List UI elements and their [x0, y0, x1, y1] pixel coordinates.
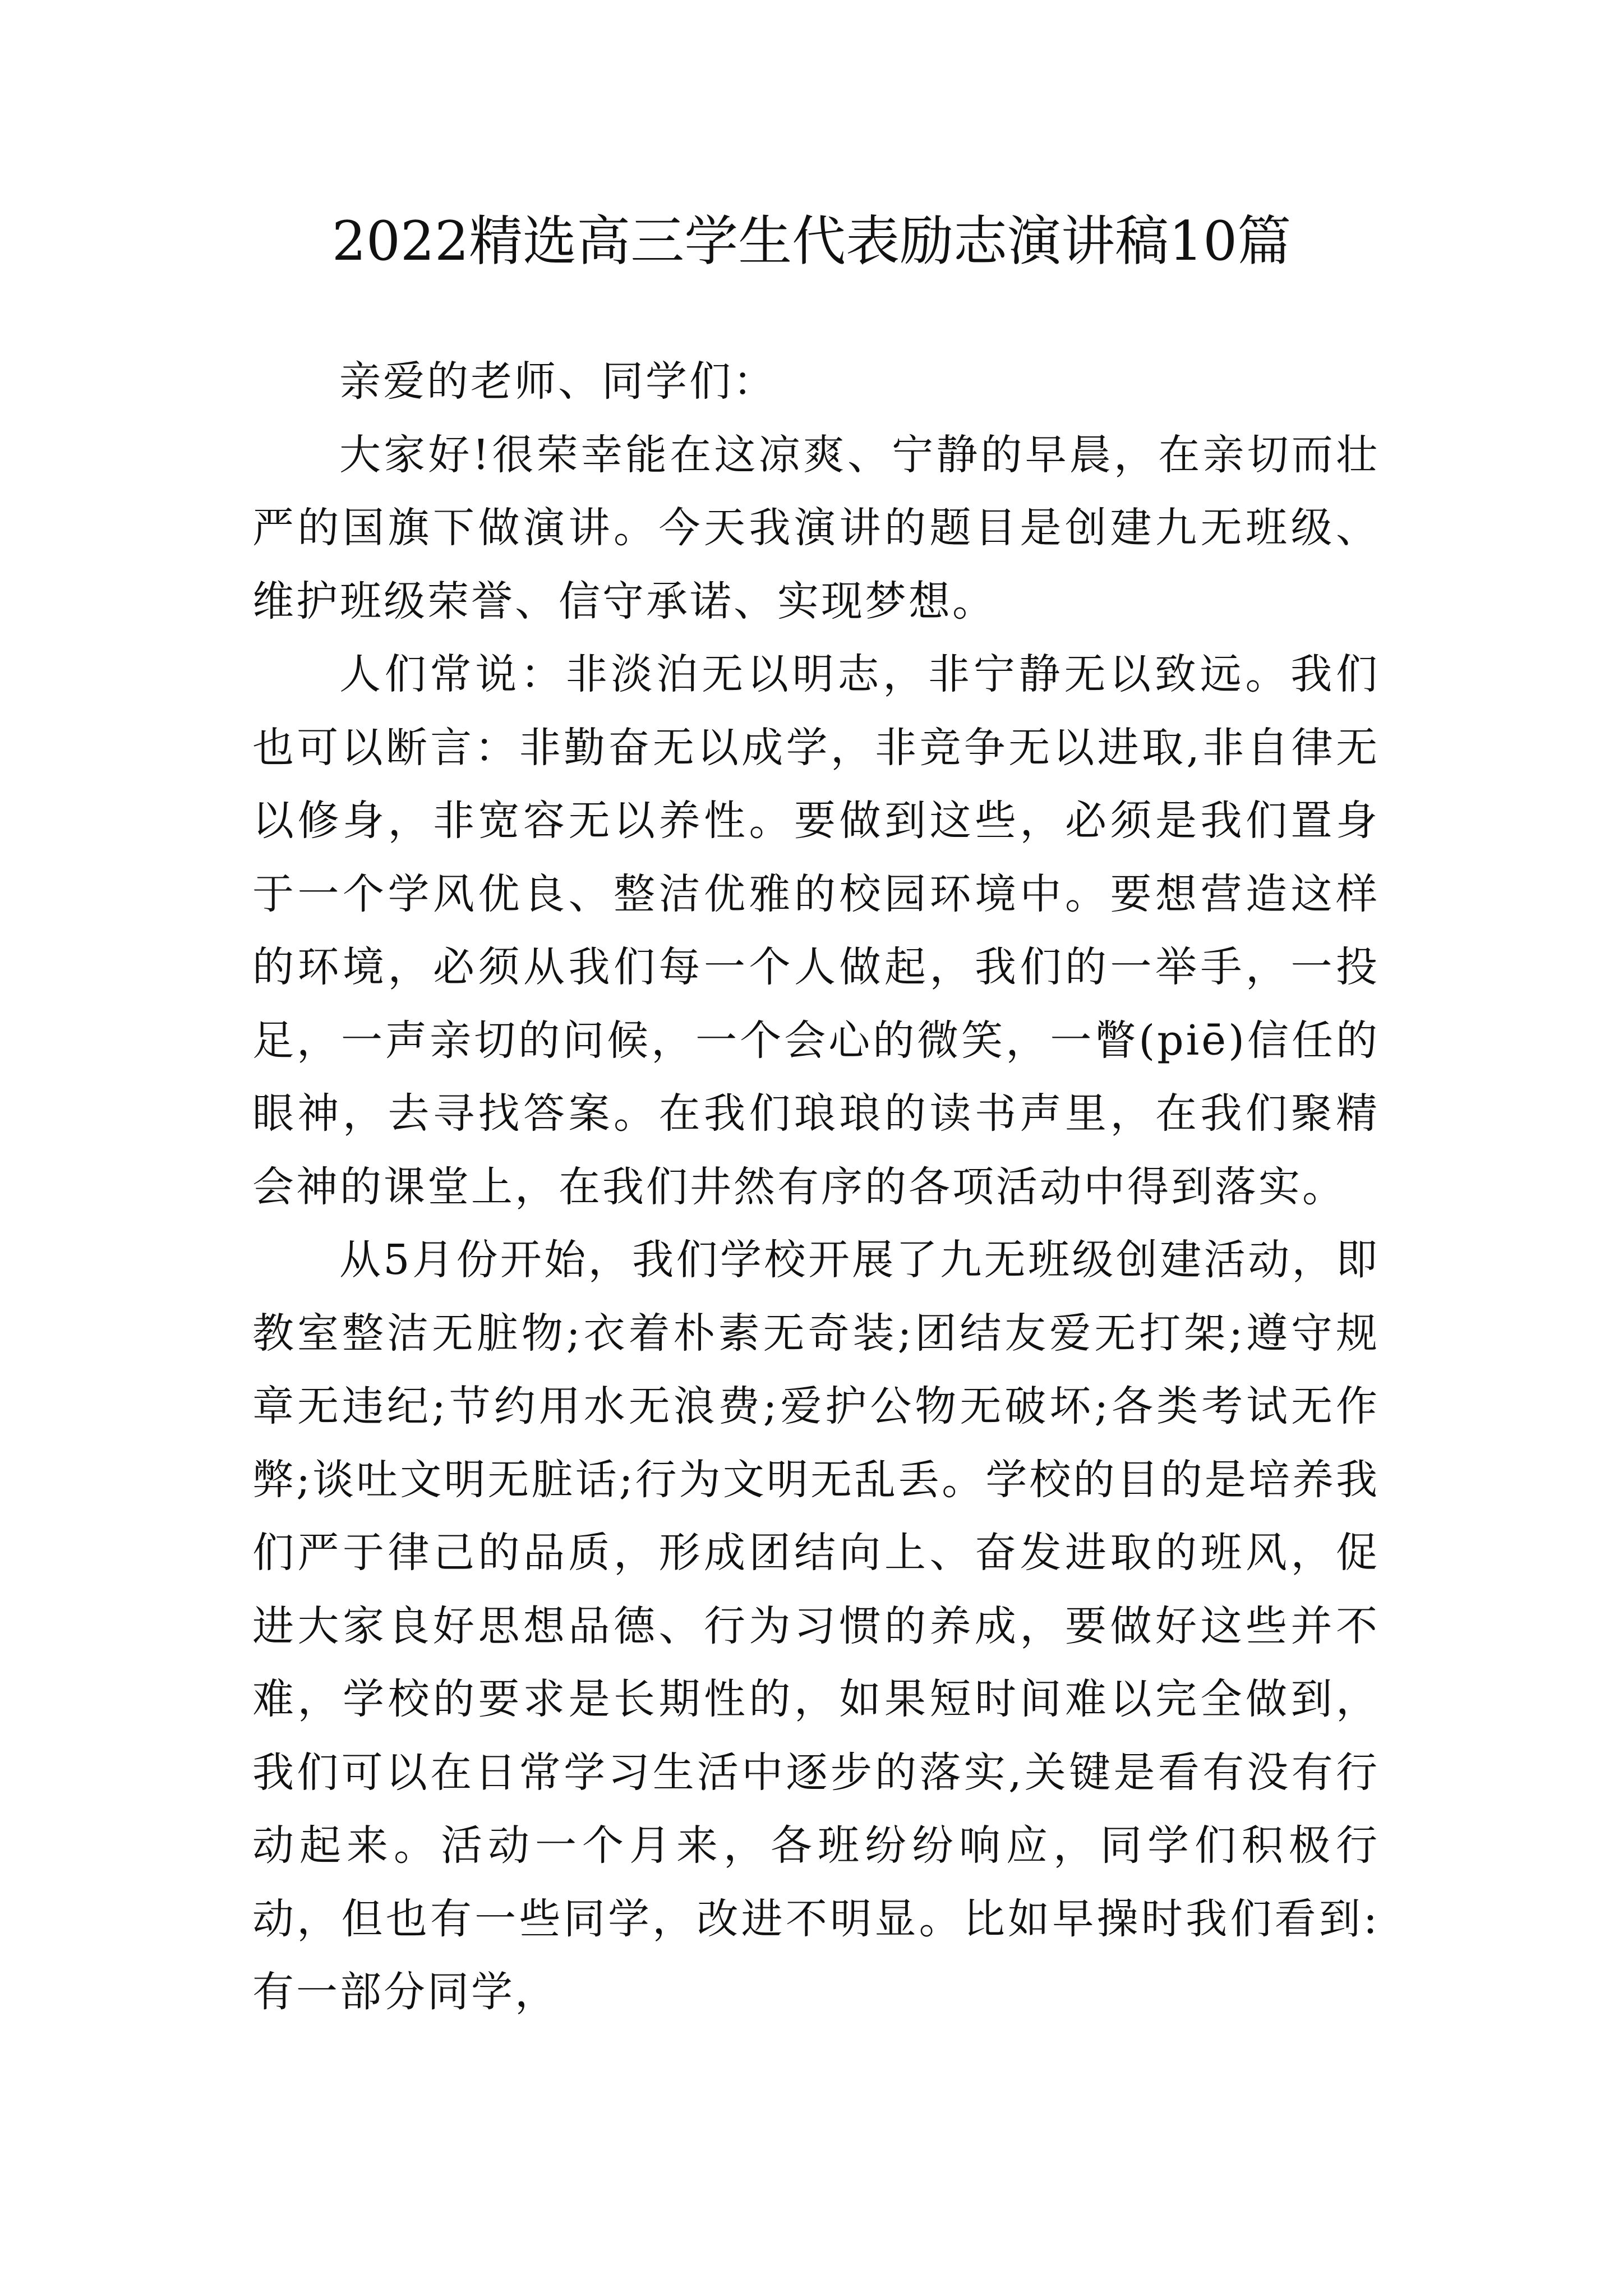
paragraph-saying: 人们常说：非淡泊无以明志，非宁静无以致远。我们也可以断言：非勤奋无以成学，非竞争无以进取,非自律无以修身，非宽容无以养性。要做到这些，必须是我们置身于一个学风优良、整洁优雅的校园环境中。要想营造这样的环境，必须从我们每一个人做起，我们的一举手，一投足，一声亲切的问候，一个会心的微笑，一瞥(piē)信任的眼神，去寻找答案。在我们琅琅的读书声里，在我们聚精会神的课堂上，在我们井然有序的各项活动中得到落实。 — [252, 650, 1380, 1211]
document-title: 2022精选高三学生代表励志演讲稿10篇 — [331, 210, 1292, 273]
document-body — [252, 345, 1380, 2029]
paragraph-activity: 从5月份开始，我们学校开展了九无班级创建活动，即教室整洁无脏物;衣着朴素无奇装;团结友爱无打架;遵守规章无违纪;节约用水无浪费;爱护公物无破坏;各类考试无作弊;谈吐文明无脏话;行为文明无乱丢。学校的目的是培养我们严于律己的品质，形成团结向上、奋发进取的班风，促进大家良好思想品德、行为习惯的养成，要做好这些并不难，学校的要求是长期性的，如果短时间难以完全做到，我们可以在日常学习生活中逐步的落实,关键是看有没有行动起来。活动一个月来，各班纷纷响应，同学们积极行动，但也有一些同学，改进不明显。比如早操时我们看到:有一部分同学， — [252, 1236, 1380, 2016]
paragraph-intro: 大家好!很荣幸能在这凉爽、宁静的早晨，在亲切而壮严的国旗下做演讲。今天我演讲的题目是创建九无班级、维护班级荣誉、信守承诺、实现梦想。 — [252, 430, 1380, 625]
paragraph-greeting: 亲爱的老师、同学们： — [339, 357, 777, 406]
